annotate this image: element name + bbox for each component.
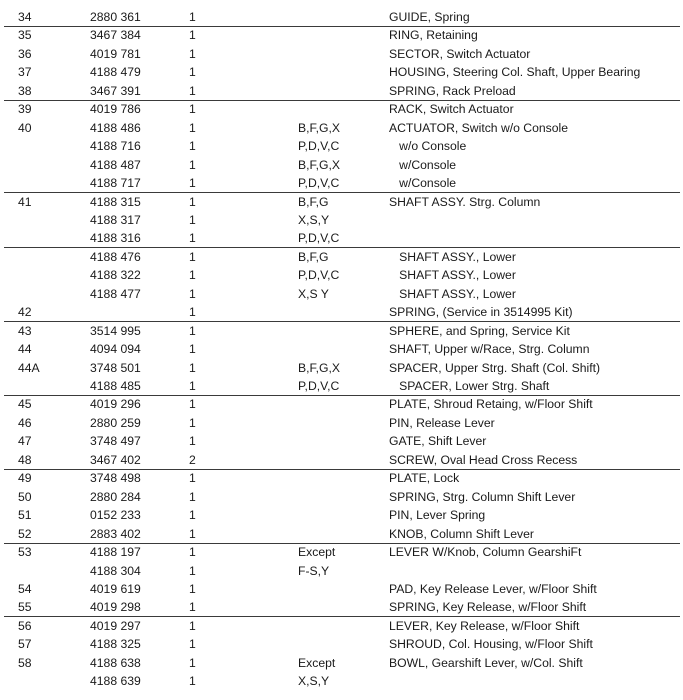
table-row	[0, 562, 683, 580]
part-number: 3467 384	[90, 28, 141, 43]
description: SPRING, Strg. Column Shift Lever	[389, 489, 576, 504]
item-number: 45	[18, 397, 32, 412]
description: SPRING, Key Release, w/Floor Shift	[389, 600, 587, 615]
item-number: 52	[18, 526, 32, 541]
table-row	[0, 303, 683, 321]
description: SPACER, Lower Strg. Shaft	[389, 379, 550, 393]
part-number: 4188 476	[90, 249, 141, 264]
quantity: 1	[189, 637, 196, 652]
part-number: 2880 259	[90, 415, 141, 430]
part-number: 4188 485	[90, 379, 141, 393]
part-number: 4019 619	[90, 581, 141, 596]
item-number: 39	[18, 102, 32, 117]
quantity: 1	[189, 526, 196, 541]
quantity: 1	[189, 545, 196, 559]
part-number: 3514 995	[90, 323, 141, 338]
description: HOUSING, Steering Col. Shaft, Upper Bearing	[389, 65, 641, 80]
description: LEVER W/Knob, Column GearshiFt	[389, 545, 582, 559]
model-code: B,F,G	[298, 249, 329, 264]
model-code: B,F,G,X	[298, 360, 340, 375]
item-number: 49	[18, 471, 32, 486]
item-number: 51	[18, 508, 32, 523]
part-number: 4188 479	[90, 65, 141, 80]
quantity: 1	[189, 268, 196, 283]
part-number: 4188 638	[90, 655, 141, 670]
quantity: 1	[189, 102, 196, 117]
table-row	[0, 100, 683, 118]
quantity: 1	[189, 120, 196, 135]
model-code: P,D,V,C	[298, 379, 340, 393]
part-number: 4019 297	[90, 618, 141, 633]
quantity: 1	[189, 176, 196, 190]
description: SPHERE, and Spring, Service Kit	[389, 323, 570, 338]
model-code: X,S Y	[298, 286, 329, 301]
model-code: F-S,Y	[298, 563, 330, 578]
part-number: 3748 501	[90, 360, 141, 375]
item-number: 44	[18, 342, 32, 357]
description: SHROUD, Col. Housing, w/Floor Shift	[389, 637, 593, 652]
quantity: 1	[189, 28, 196, 43]
item-number: 47	[18, 434, 32, 449]
model-code: Except	[298, 545, 336, 559]
item-number: 40	[18, 120, 32, 135]
item-number: 43	[18, 323, 32, 338]
model-code: B,F,G	[298, 194, 329, 209]
item-number: 50	[18, 489, 32, 504]
table-row	[0, 211, 683, 229]
table-row	[0, 525, 683, 543]
part-number: 3748 497	[90, 434, 141, 449]
table-row	[0, 617, 683, 635]
part-number: 4188 639	[90, 674, 141, 689]
table-row	[0, 451, 683, 469]
table-row	[0, 193, 683, 211]
description: SHAFT ASSY., Lower	[389, 286, 516, 301]
item-number: 55	[18, 600, 32, 615]
quantity: 1	[189, 600, 196, 615]
description: PIN, Lever Spring	[389, 508, 486, 523]
table-row	[0, 45, 683, 63]
description: ACTUATOR, Switch w/o Console	[389, 120, 569, 135]
part-number: 3467 391	[90, 83, 141, 98]
part-number: 4188 315	[90, 194, 141, 209]
quantity: 1	[189, 415, 196, 430]
quantity: 1	[189, 674, 196, 689]
model-code: P,D,V,C	[298, 176, 340, 190]
description: LEVER, Key Release, w/Floor Shift	[389, 618, 580, 633]
quantity: 1	[189, 212, 196, 227]
table-row	[0, 285, 683, 303]
item-number: 53	[18, 545, 32, 559]
quantity: 1	[189, 434, 196, 449]
model-code: X,S,Y	[298, 212, 330, 227]
part-number: 4188 316	[90, 231, 141, 246]
table-row	[0, 26, 683, 44]
table-row	[0, 156, 683, 174]
quantity: 1	[189, 471, 196, 486]
part-number: 4188 317	[90, 212, 141, 227]
quantity: 1	[189, 618, 196, 633]
description: PLATE, Shroud Retaing, w/Floor Shift	[389, 397, 593, 412]
table-row	[0, 598, 683, 616]
description: PAD, Key Release Lever, w/Floor Shift	[389, 581, 597, 596]
table-row	[0, 654, 683, 672]
item-number: 56	[18, 618, 32, 633]
quantity: 1	[189, 249, 196, 264]
part-number: 3748 498	[90, 471, 141, 486]
table-row	[0, 543, 683, 561]
quantity: 1	[189, 323, 196, 338]
description: SHAFT, Upper w/Race, Strg. Column	[389, 342, 590, 357]
description: BOWL, Gearshift Lever, w/Col. Shift	[389, 655, 583, 670]
table-row	[0, 82, 683, 100]
model-code: P,D,V,C	[298, 268, 340, 283]
description: GATE, Shift Lever	[389, 434, 487, 449]
item-number: 44A	[18, 360, 40, 375]
table-row	[0, 432, 683, 450]
part-number: 4188 716	[90, 139, 141, 154]
model-code: B,F,G,X	[298, 157, 340, 172]
table-row	[0, 395, 683, 413]
quantity: 1	[189, 342, 196, 357]
description: SPACER, Upper Strg. Shaft (Col. Shift)	[389, 360, 601, 375]
table-row	[0, 119, 683, 137]
model-code: Except	[298, 655, 336, 670]
part-number: 4188 486	[90, 120, 141, 135]
table-row	[0, 488, 683, 506]
table-row	[0, 359, 683, 377]
description: SHAFT ASSY. Strg. Column	[389, 194, 541, 209]
item-number: 42	[18, 305, 32, 320]
table-row	[0, 506, 683, 524]
part-number: 4188 197	[90, 545, 141, 559]
table-row	[0, 8, 683, 26]
item-number: 58	[18, 655, 32, 670]
description: SPRING, (Service in 3514995 Kit)	[389, 305, 573, 320]
table-row	[0, 266, 683, 284]
table-row	[0, 672, 683, 690]
description: SHAFT ASSY., Lower	[389, 268, 516, 283]
part-number: 4019 296	[90, 397, 141, 412]
description: SCREW, Oval Head Cross Recess	[389, 452, 578, 467]
quantity: 1	[189, 563, 196, 578]
description: PLATE, Lock	[389, 471, 460, 486]
part-number: 4188 304	[90, 563, 141, 578]
part-number: 3467 402	[90, 452, 141, 467]
item-number: 41	[18, 194, 32, 209]
description: GUIDE, Spring	[389, 10, 470, 24]
part-number: 4019 781	[90, 46, 141, 61]
part-number: 0152 233	[90, 508, 141, 523]
model-code: X,S,Y	[298, 674, 330, 689]
description: PIN, Release Lever	[389, 415, 495, 430]
part-number: 4188 717	[90, 176, 141, 190]
table-row	[0, 635, 683, 653]
model-code: P,D,V,C	[298, 231, 340, 246]
description: w/Console	[389, 157, 457, 172]
description: RING, Retaining	[389, 28, 478, 43]
quantity: 1	[189, 65, 196, 80]
table-row	[0, 340, 683, 358]
quantity: 1	[189, 379, 196, 393]
quantity: 1	[189, 397, 196, 412]
quantity: 1	[189, 581, 196, 596]
table-row	[0, 63, 683, 81]
part-number: 2880 361	[90, 10, 141, 24]
table-row	[0, 414, 683, 432]
quantity: 1	[189, 139, 196, 154]
item-number: 46	[18, 415, 32, 430]
quantity: 1	[189, 157, 196, 172]
quantity: 1	[189, 360, 196, 375]
quantity: 2	[189, 452, 196, 467]
description: SPRING, Rack Preload	[389, 83, 516, 98]
table-row	[0, 137, 683, 155]
part-number: 4188 322	[90, 268, 141, 283]
item-number: 34	[18, 10, 32, 24]
part-number: 4188 487	[90, 157, 141, 172]
item-number: 37	[18, 65, 32, 80]
item-number: 54	[18, 581, 32, 596]
quantity: 1	[189, 194, 196, 209]
quantity: 1	[189, 46, 196, 61]
table-row	[0, 229, 683, 247]
part-number: 2880 284	[90, 489, 141, 504]
description: w/Console	[389, 176, 457, 190]
part-number: 4094 094	[90, 342, 141, 357]
item-number: 35	[18, 28, 32, 43]
table-row	[0, 377, 683, 395]
part-number: 4019 786	[90, 102, 141, 117]
quantity: 1	[189, 305, 196, 320]
table-row	[0, 248, 683, 266]
item-number: 57	[18, 637, 32, 652]
model-code: B,F,G,X	[298, 120, 340, 135]
table-row	[0, 174, 683, 192]
item-number: 36	[18, 46, 32, 61]
quantity: 1	[189, 83, 196, 98]
quantity: 1	[189, 489, 196, 504]
table-row	[0, 322, 683, 340]
description: KNOB, Column Shift Lever	[389, 526, 534, 541]
quantity: 1	[189, 508, 196, 523]
description: w/o Console	[389, 139, 467, 154]
quantity: 1	[189, 10, 196, 24]
description: SECTOR, Switch Actuator	[389, 46, 531, 61]
part-number: 4019 298	[90, 600, 141, 615]
description: RACK, Switch Actuator	[389, 102, 514, 117]
quantity: 1	[189, 655, 196, 670]
part-number: 4188 477	[90, 286, 141, 301]
item-number: 38	[18, 83, 32, 98]
quantity: 1	[189, 286, 196, 301]
part-number: 4188 325	[90, 637, 141, 652]
description: SHAFT ASSY., Lower	[389, 249, 516, 264]
quantity: 1	[189, 231, 196, 246]
model-code: P,D,V,C	[298, 139, 340, 154]
part-number: 2883 402	[90, 526, 141, 541]
table-row	[0, 469, 683, 487]
table-row	[0, 580, 683, 598]
item-number: 48	[18, 452, 32, 467]
